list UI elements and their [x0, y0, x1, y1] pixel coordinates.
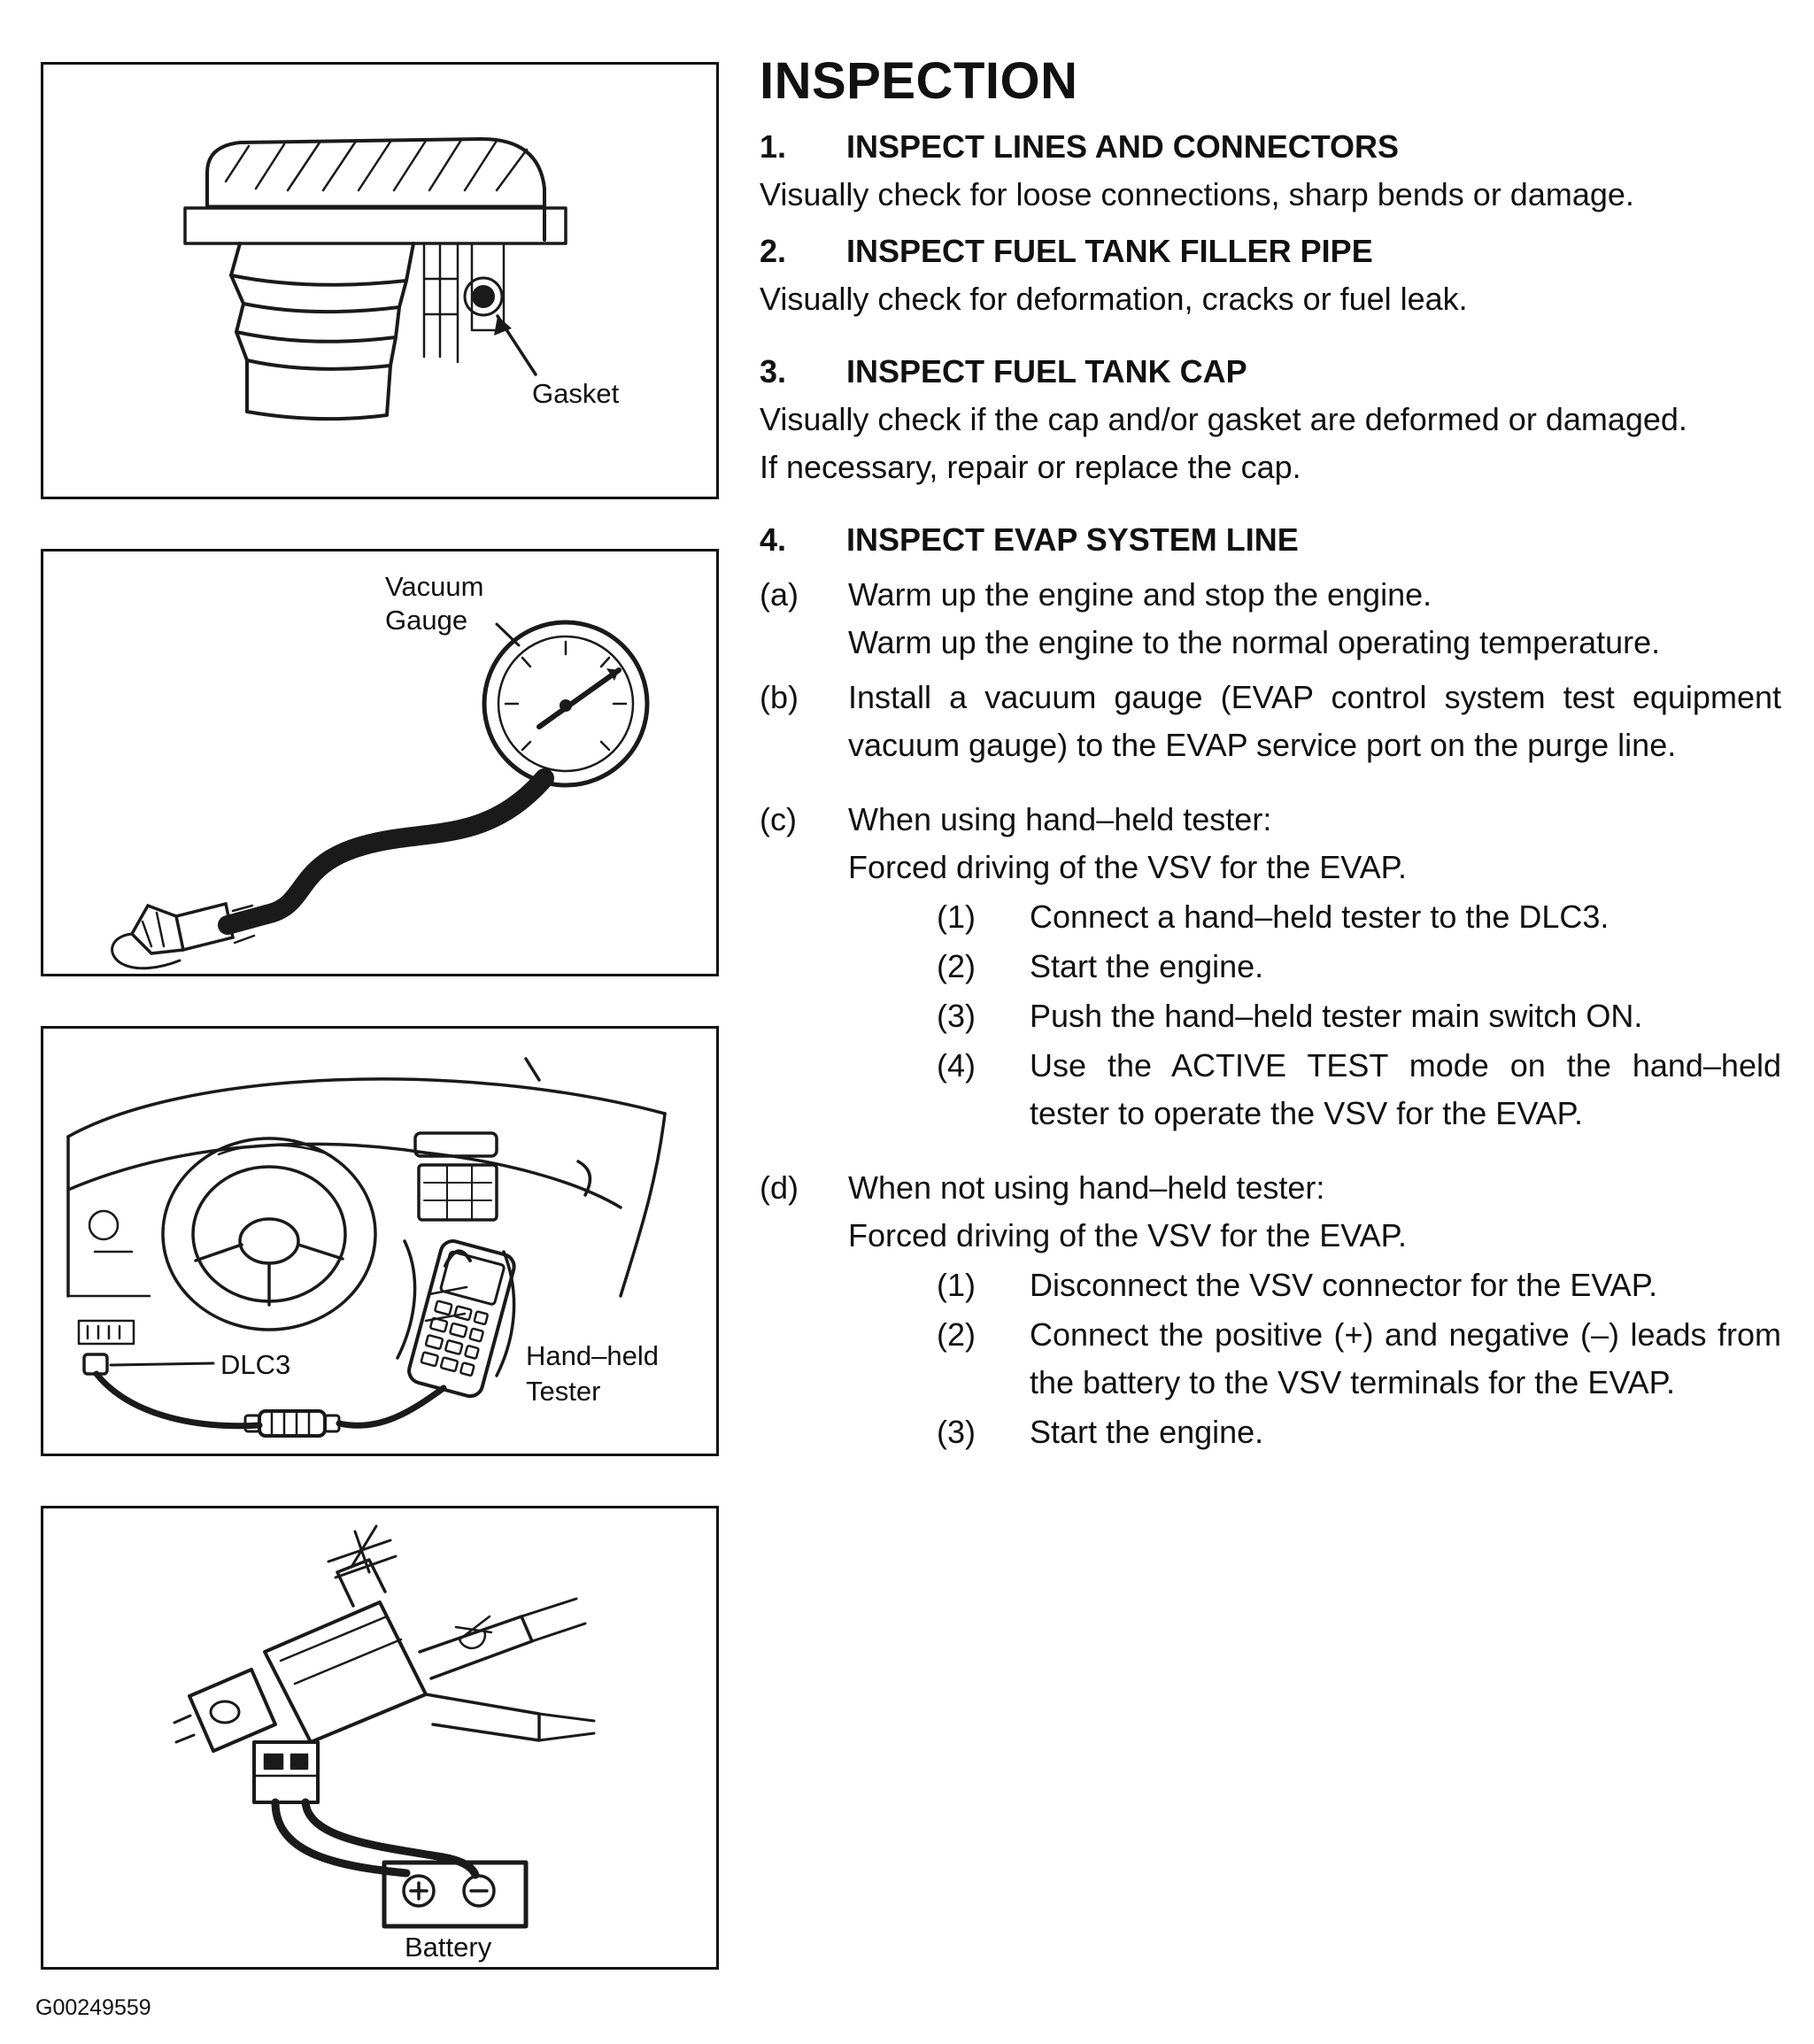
substep-c-item-2: [937, 943, 1781, 991]
figure-dlc3-tester: [41, 1026, 719, 1456]
step-1-number: 1.: [760, 128, 787, 165]
substep-c-line-2: Forced driving of the VSV for the EVAP.: [848, 849, 1408, 885]
page-title: INSPECTION: [760, 52, 1078, 110]
step-3-body-1: Visually check if the cap and/or gasket are deformed or damaged.: [760, 401, 1687, 437]
substep-d-line-1: When not using hand–held tester:: [848, 1169, 1325, 1206]
item-text: Disconnect the VSV connector for the EVAP.: [1030, 1267, 1658, 1303]
illustration-column: [41, 62, 719, 1970]
step-2: [760, 228, 1781, 323]
handheld-tester-label: Hand–held: [526, 1340, 659, 1371]
step-2-body: Visually check for deformation, cracks or fuel leak.: [760, 281, 1468, 317]
step-3-heading: INSPECT FUEL TANK CAP: [846, 353, 1247, 390]
substep-a-line-1: Warm up the engine and stop the engine.: [848, 576, 1432, 613]
item-text: Push the hand–held tester main switch ON.: [1030, 998, 1643, 1034]
substep-d-item-2: [937, 1311, 1781, 1407]
substep-c-label: (c): [760, 801, 797, 837]
step-3-body-2: If necessary, repair or replace the cap.: [760, 449, 1301, 485]
step-3-heading-row: [760, 348, 1781, 396]
substep-c-content: [848, 796, 1781, 1138]
substep-d-label: (d): [760, 1169, 799, 1206]
substep-b-line-1: Install a vacuum gauge (EVAP control system test equipment vacuum gauge) to the EVAP service port on the purge line.: [848, 679, 1781, 763]
step-4-heading: INSPECT EVAP SYSTEM LINE: [846, 521, 1299, 558]
item-label: (1): [937, 1267, 976, 1303]
tester-label: Tester: [526, 1376, 601, 1407]
step-4: [760, 516, 1781, 1456]
figure-code: G00249559: [35, 1995, 151, 2020]
item-label: (2): [937, 948, 976, 984]
substep-b-label: (b): [760, 679, 799, 715]
procedure-column: [760, 51, 1781, 1456]
substep-c-item-3: [937, 992, 1781, 1040]
step-1-body: Visually check for loose connections, sharp bends or damage.: [760, 176, 1634, 212]
item-text: Start the engine.: [1030, 948, 1264, 984]
step-1-heading: INSPECT LINES AND CONNECTORS: [846, 128, 1400, 165]
item-label: (1): [937, 899, 976, 935]
step-3-number: 3.: [760, 353, 787, 390]
dashboard-tester-drawing: [43, 1029, 716, 1454]
vacuum-gauge-drawing: [43, 551, 716, 974]
substep-a: [760, 571, 1781, 667]
figure-vsv-battery: [41, 1506, 719, 1970]
substep-c-item-1: [937, 893, 1781, 941]
step-4-number: 4.: [760, 521, 787, 558]
item-label: (2): [937, 1316, 976, 1353]
item-label: (3): [937, 998, 976, 1034]
item-label: (4): [937, 1047, 976, 1084]
fuel-tank-cap-drawing: [43, 65, 716, 497]
step-1-heading-row: [760, 123, 1781, 171]
figure-fuel-tank-cap: [41, 62, 719, 499]
substep-d-item-3: [937, 1408, 1781, 1456]
item-text: Connect a hand–held tester to the DLC3.: [1030, 899, 1609, 935]
substep-c-item-4: [937, 1042, 1781, 1138]
substep-d: [760, 1164, 1781, 1456]
item-text: Use the ACTIVE TEST mode on the hand–held tester to operate the VSV for the EVAP.: [1030, 1047, 1781, 1131]
substep-a-line-2: Warm up the engine to the normal operating temperature.: [848, 624, 1661, 660]
vacuum-label: Vacuum: [385, 571, 484, 602]
step-2-number: 2.: [760, 233, 787, 269]
dlc3-label: DLC3: [220, 1349, 291, 1380]
step-3: [760, 348, 1781, 491]
substep-a-label: (a): [760, 576, 799, 613]
substep-c-line-1: When using hand–held tester:: [848, 801, 1272, 837]
substep-d-item-1: [937, 1261, 1781, 1309]
step-2-heading: INSPECT FUEL TANK FILLER PIPE: [846, 233, 1373, 269]
step-4-heading-row: [760, 516, 1781, 564]
substep-b-content: [848, 674, 1781, 769]
substep-c: [760, 796, 1781, 1138]
gasket-label: Gasket: [532, 378, 620, 409]
figure-vacuum-gauge: [41, 549, 719, 976]
substep-d-line-2: Forced driving of the VSV for the EVAP.: [848, 1217, 1408, 1253]
item-label: (3): [937, 1414, 976, 1450]
substep-d-content: [848, 1164, 1781, 1456]
gauge-label: Gauge: [385, 605, 468, 636]
battery-label: Battery: [405, 1932, 492, 1963]
step-2-heading-row: [760, 228, 1781, 275]
item-text: Start the engine.: [1030, 1414, 1264, 1450]
item-text: Connect the positive (+) and negative (–) leads from the battery to the VSV terminals for the EVAP.: [1030, 1316, 1781, 1400]
step-1: [760, 123, 1781, 219]
substep-b: [760, 674, 1781, 769]
substep-a-content: [848, 571, 1781, 667]
vsv-battery-drawing: [43, 1508, 716, 1967]
